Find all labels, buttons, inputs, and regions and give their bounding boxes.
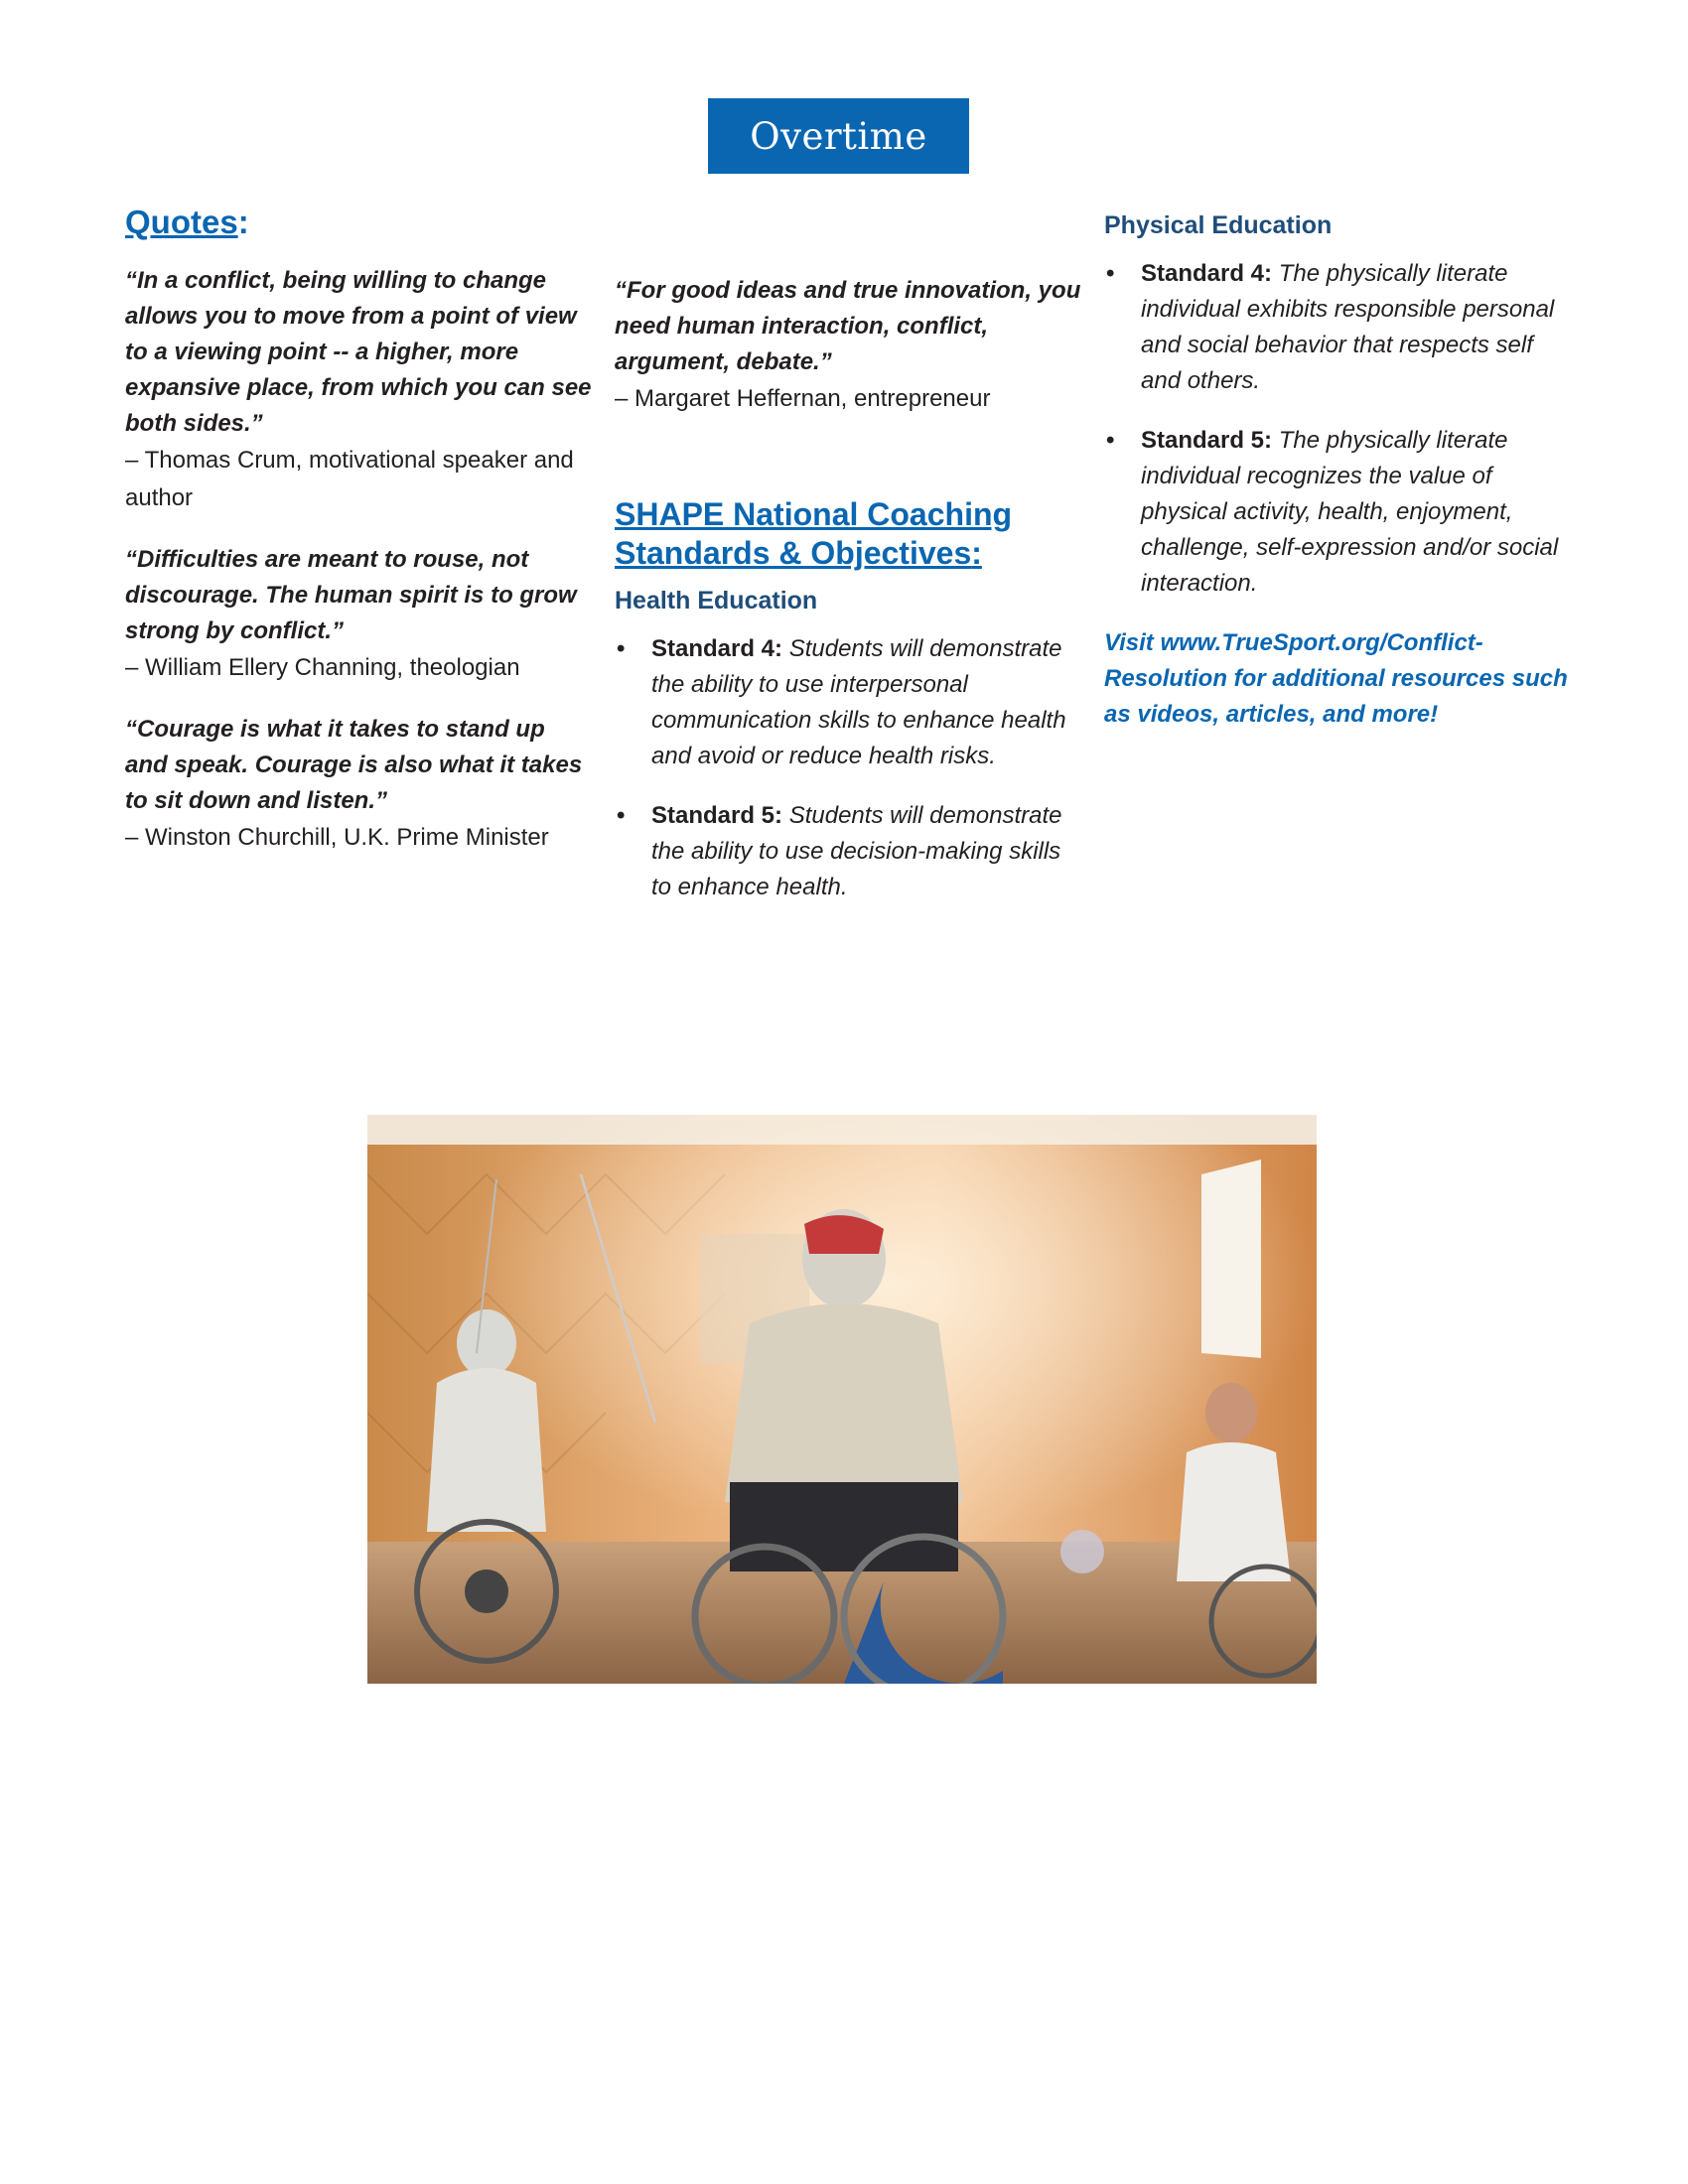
quotes-heading-colon: :: [237, 204, 249, 240]
health-education-heading: Health Education: [615, 587, 818, 614]
quotes-heading-text: Quotes: [125, 204, 238, 240]
quotes-column: [125, 204, 592, 882]
standard-label: Standard 5:: [1141, 427, 1273, 454]
visit-resources-link[interactable]: Visit www.TrueSport.org/Conflict-Resolution for additional resources such as videos, articles, and more!: [1104, 629, 1568, 728]
quote-crum: [125, 263, 592, 517]
wheelchair-fencing-photo: [367, 1115, 1317, 1684]
bullet-icon: •: [1106, 427, 1115, 454]
quote-heffernan: [615, 273, 1086, 418]
quote-channing: [125, 542, 592, 687]
standard-text: Students will demonstrate the ability to use interpersonal communication skills to enhance health and avoid or reduce health risks.: [651, 635, 1066, 769]
standard-label: Standard 5:: [651, 802, 783, 829]
standard-text: Students will demonstrate the ability to use decision-making skills to enhance health.: [651, 802, 1062, 900]
shape-heading-colon: :: [971, 535, 982, 571]
standard-text: The physically literate individual recognizes the value of physical activity, health, enjoyment, challenge, self-expression and/or social interaction.: [1141, 427, 1559, 597]
standard-label: Standard 4:: [1141, 260, 1273, 287]
quote-text: “Difficulties are meant to rouse, not discourage. The human spirit is to grow strong by conflict.”: [125, 546, 577, 644]
physical-education-heading: Physical Education: [1104, 211, 1333, 239]
banner-title: Overtime: [750, 114, 927, 158]
list-item: [615, 798, 1086, 905]
pe-standards-list: [1104, 256, 1571, 602]
standards-column: [615, 273, 1086, 929]
quotes-heading: [125, 204, 592, 241]
bullet-icon: •: [617, 635, 626, 662]
quote-text: “For good ideas and true innovation, you need human interaction, conflict, argument, debate.”: [615, 277, 1081, 375]
quote-text: “In a conflict, being willing to change allows you to move from a point of view to a viewing point -- a higher, more expansive place, from which you can see both sides.”: [125, 267, 592, 437]
bullet-icon: •: [617, 802, 626, 829]
quote-attribution: – Winston Churchill, U.K. Prime Minister: [125, 824, 549, 851]
shape-heading: [615, 495, 1086, 573]
quote-attribution: – Thomas Crum, motivational speaker and author: [125, 447, 574, 511]
pe-column: [1104, 211, 1571, 756]
shape-heading-text: SHAPE National Coaching Standards & Objectives: [615, 496, 1013, 571]
list-item: [1104, 256, 1571, 399]
quote-churchill: [125, 712, 592, 857]
quote-attribution: – William Ellery Channing, theologian: [125, 654, 520, 681]
bullet-icon: •: [1106, 260, 1115, 287]
photo-illustration: [367, 1115, 1317, 1684]
list-item: [615, 631, 1086, 774]
list-item: [1104, 423, 1571, 602]
health-standards-list: [615, 631, 1086, 905]
standard-text: The physically literate individual exhibits responsible personal and social behavior that respects self and others.: [1141, 260, 1555, 394]
section-banner: [708, 98, 969, 174]
quote-text: “Courage is what it takes to stand up and speak. Courage is also what it takes to sit down and listen.”: [125, 716, 583, 814]
quote-attribution: – Margaret Heffernan, entrepreneur: [615, 385, 991, 412]
standard-label: Standard 4:: [651, 635, 783, 662]
